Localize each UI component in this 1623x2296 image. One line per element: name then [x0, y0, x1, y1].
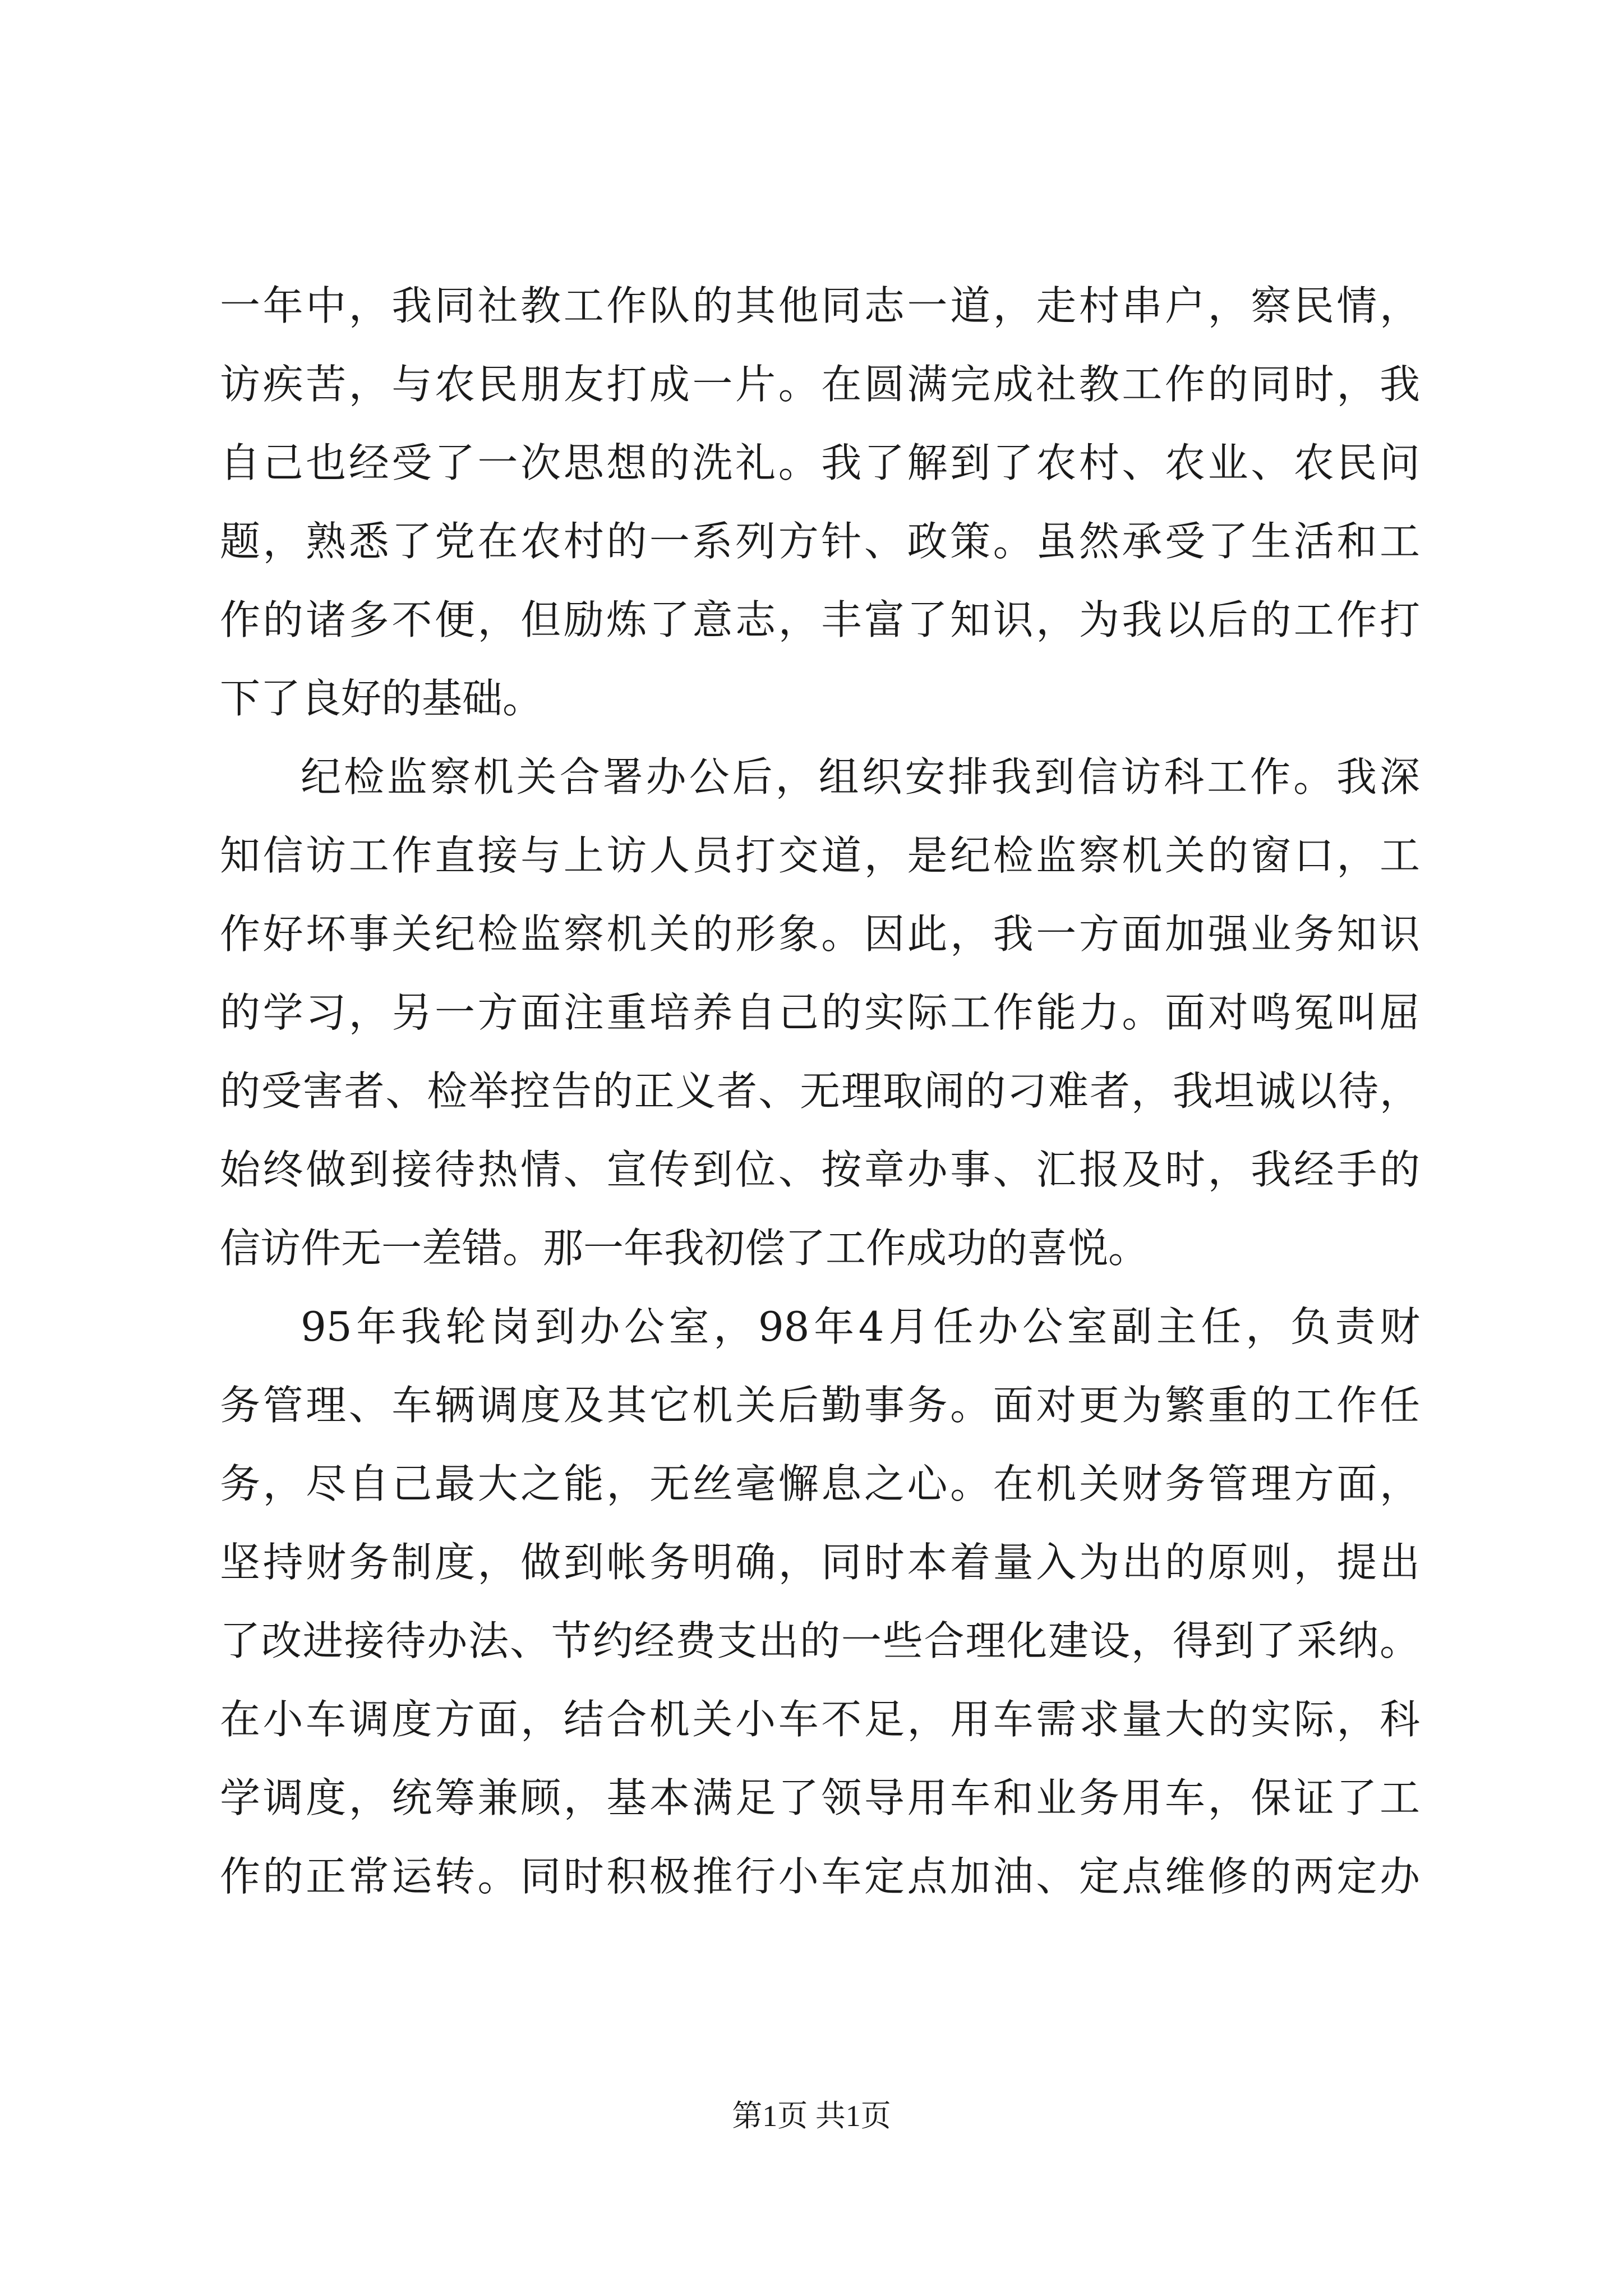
text-line: 一年中，我同社教工作队的其他同志一道，走村串户，察民情，: [220, 282, 1420, 329]
text-line: 始终做到接待热情、宣传到位、按章办事、汇报及时，我经手的: [220, 1146, 1420, 1193]
text-line: 务，尽自己最大之能，无丝毫懈息之心。在机关财务管理方面，: [220, 1460, 1420, 1507]
text-line: 信访件无一差错。那一年我初偿了工作成功的喜悦。: [220, 1225, 1149, 1272]
text-line: 下了良好的基础。: [220, 675, 543, 722]
text-line: 的学习，另一方面注重培养自己的实际工作能力。面对鸣冤叫屈: [220, 989, 1420, 1036]
text-line: 在小车调度方面，结合机关小车不足，用车需求量大的实际，科: [220, 1696, 1420, 1743]
text-line: 自己也经受了一次思想的洗礼。我了解到了农村、农业、农民问: [220, 439, 1420, 486]
text-line: 了改进接待办法、节约经费支出的一些合理化建设，得到了采纳。: [220, 1617, 1420, 1664]
text-line: 坚持财务制度，做到帐务明确，同时本着量入为出的原则，提出: [220, 1539, 1420, 1586]
text-line: 学调度，统筹兼顾，基本满足了领导用车和业务用车，保证了工: [220, 1774, 1420, 1821]
page-number-footer: 第1页 共1页: [732, 2099, 891, 2133]
paragraph-first-line: 纪检监察机关合署办公后，组织安排我到信访科工作。我深: [301, 753, 1420, 800]
text-line: 的受害者、检举控告的正义者、无理取闹的刁难者，我坦诚以待，: [220, 1068, 1420, 1115]
text-line: 题，熟悉了党在农村的一系列方针、政策。虽然承受了生活和工: [220, 518, 1420, 565]
text-line: 知信访工作直接与上访人员打交道，是纪检监察机关的窗口，工: [220, 832, 1420, 879]
text-line: 务管理、车辆调度及其它机关后勤事务。面对更为繁重的工作任: [220, 1382, 1420, 1429]
text-line: 作的诸多不便，但励炼了意志，丰富了知识，为我以后的工作打: [220, 596, 1420, 643]
paragraph-first-line: 95年我轮岗到办公室，98年4月任办公室副主任，负责财: [301, 1303, 1420, 1350]
text-line: 作的正常运转。同时积极推行小车定点加油、定点维修的两定办: [220, 1853, 1420, 1900]
text-line: 作好坏事关纪检监察机关的形象。因此，我一方面加强业务知识: [220, 910, 1420, 958]
text-line: 访疾苦，与农民朋友打成一片。在圆满完成社教工作的同时，我: [220, 361, 1420, 408]
